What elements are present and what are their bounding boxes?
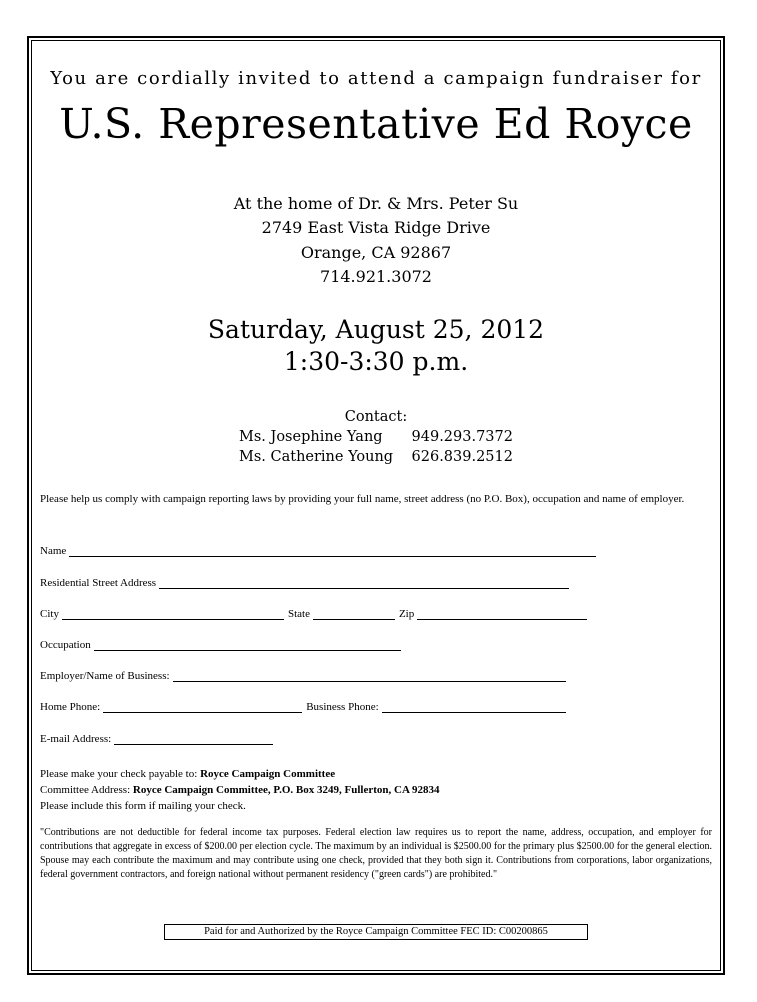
host-details (31, 192, 721, 289)
employer-field[interactable] (173, 671, 566, 682)
contact-name: Ms. Catherine Young (239, 449, 394, 465)
name-label: Name (40, 545, 67, 557)
host-phone: 714.921.3072 (320, 266, 432, 286)
mail-note: Please include this form if mailing your check. (40, 800, 246, 812)
employer-row (40, 666, 712, 682)
host-city: Orange, CA 92867 (300, 242, 452, 262)
form-intro: Please help us comply with campaign reporting laws by providing your full name, street address (no P.O. Box), occupation and name of employer. (40, 493, 685, 505)
occupation-label: Occupation (40, 639, 91, 651)
contact-row (31, 427, 721, 447)
fec-disclaimer: Paid for and Authorized by the Royce Campaign Committee FEC ID: C00200865 (164, 924, 588, 940)
payable-to: Royce Campaign Committee (200, 768, 336, 780)
state-label: State (287, 608, 310, 620)
legal-notice: "Contributions are not deductible for federal income tax purposes. Federal election law requires us to report the name, address, occupation, and employer for contributions that aggregate in excess of $200.00 per election cycle. The maximum by an individual is $2500.00 for the primary plus $2500.00 for the general election. Spouse may each contribute the maximum and may contribute using one check, provided that they both sign it. Contributions from corporations, labor organizations, federal government contractors, and foreign national without permanent residency ("green cards") are prohibited." (40, 827, 712, 880)
honoree-headline: U.S. Representative Ed Royce (59, 100, 693, 148)
employer-label: Employer/Name of Business: (40, 670, 170, 682)
contact-phone: 949.293.7372 (411, 429, 513, 445)
host-street: 2749 East Vista Ridge Drive (261, 218, 491, 238)
invitation-intro: You are cordially invited to attend a campaign fundraiser for (50, 68, 702, 89)
email-row (40, 729, 712, 745)
zip-label: Zip (398, 608, 415, 620)
phone-row (40, 697, 712, 713)
state-field[interactable] (313, 609, 395, 620)
city-field[interactable] (62, 609, 284, 620)
street-row (40, 573, 712, 589)
street-label: Residential Street Address (40, 577, 157, 589)
business-phone-label: Business Phone: (306, 701, 379, 713)
email-field[interactable] (114, 734, 273, 745)
home-phone-field[interactable] (103, 702, 302, 713)
business-phone-field[interactable] (382, 702, 566, 713)
email-label: E-mail Address: (40, 733, 112, 745)
host-line: At the home of Dr. & Mrs. Peter Su (233, 194, 519, 213)
occupation-row (40, 635, 712, 651)
home-phone-label: Home Phone: (40, 701, 101, 713)
street-field[interactable] (159, 578, 569, 589)
name-row (40, 541, 712, 557)
contact-block (31, 407, 721, 467)
event-date: Saturday, August 25, 2012 (207, 315, 545, 344)
city-row (40, 604, 712, 620)
committee-address: Royce Campaign Committee, P.O. Box 3249, Fullerton, CA 92834 (132, 784, 440, 796)
address-prefix: Committee Address: (40, 784, 131, 796)
event-datetime (31, 314, 721, 378)
contact-phone: 626.839.2512 (411, 449, 513, 465)
contact-name: Ms. Josephine Yang (239, 429, 383, 445)
city-label: City (40, 608, 59, 620)
address-line (40, 782, 712, 798)
contact-heading: Contact: (344, 409, 408, 425)
name-field[interactable] (69, 546, 596, 557)
event-time: 1:30-3:30 p.m. (283, 347, 469, 376)
occupation-field[interactable] (94, 640, 401, 651)
zip-field[interactable] (417, 609, 587, 620)
contact-row (31, 447, 721, 467)
payable-prefix: Please make your check payable to: (40, 768, 198, 780)
payable-line (40, 766, 712, 782)
payment-block (40, 766, 712, 814)
